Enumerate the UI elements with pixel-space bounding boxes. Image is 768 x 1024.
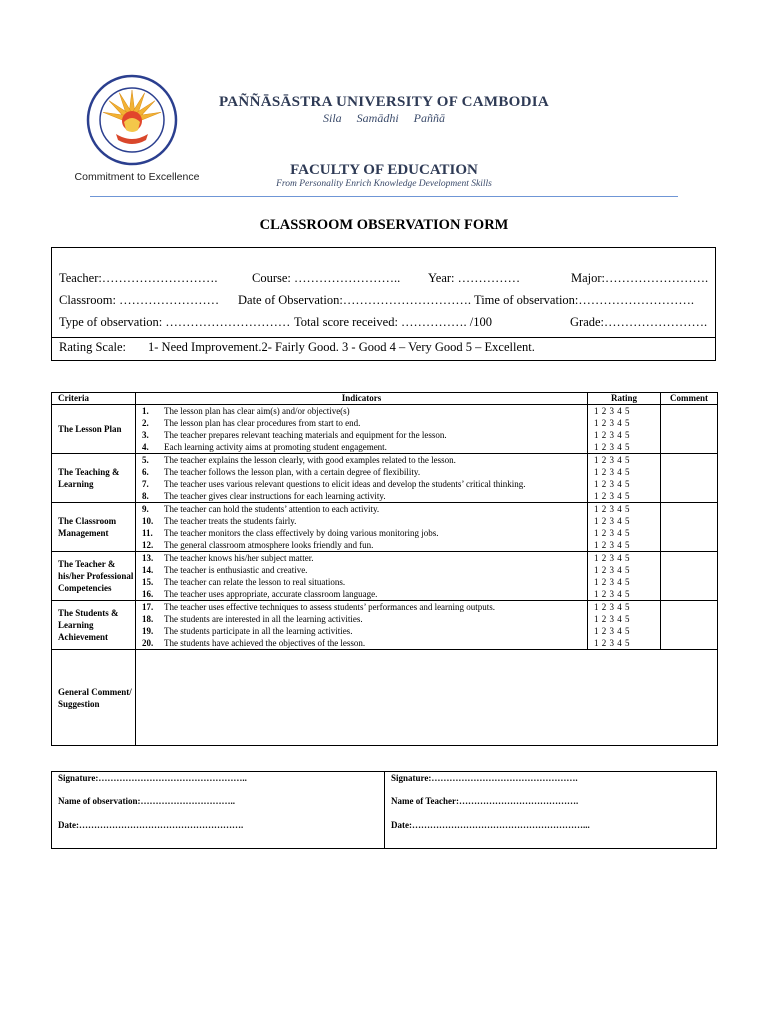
rating-scale bbox=[59, 340, 535, 355]
indicators-cell bbox=[136, 601, 588, 650]
indicator-number: 14. bbox=[142, 565, 154, 575]
observer-name-field[interactable]: Name of observation:………………………….. bbox=[58, 796, 235, 806]
indicator-item bbox=[136, 454, 587, 466]
rating-options[interactable]: 1 2 3 4 5 bbox=[594, 589, 630, 599]
indicator-text: The teacher uses appropriate, accurate classroom language. bbox=[164, 589, 378, 599]
indicators-cell bbox=[136, 503, 588, 552]
criteria-label: The Classroom Management bbox=[52, 503, 136, 552]
indicator-item bbox=[136, 515, 587, 527]
rating-options[interactable]: 1 2 3 4 5 bbox=[594, 638, 630, 648]
indicator-text: The teacher can hold the students’ attention to each activity. bbox=[164, 504, 380, 514]
indicator-item bbox=[136, 429, 587, 441]
comment-cell[interactable] bbox=[661, 454, 718, 503]
comment-cell[interactable] bbox=[661, 503, 718, 552]
header-divider bbox=[90, 196, 678, 197]
indicator-text: The teacher can relate the lesson to real situations. bbox=[164, 577, 346, 587]
indicator-number: 15. bbox=[142, 577, 154, 587]
rating-options[interactable]: 1 2 3 4 5 bbox=[594, 455, 630, 465]
faculty-name: FACULTY OF EDUCATION bbox=[290, 162, 478, 178]
indicator-text: The teacher explains the lesson clearly, with good examples related to the lesson. bbox=[164, 455, 456, 465]
general-comment-label: General Comment/ Suggestion bbox=[52, 650, 136, 746]
indicator-item bbox=[136, 405, 587, 417]
indicator-item bbox=[136, 466, 587, 478]
total-score-field[interactable]: Total score received: ……………. /100 bbox=[294, 315, 493, 329]
indicator-text: Each learning activity aims at promoting student engagement. bbox=[164, 442, 387, 452]
rating-options[interactable]: 1 2 3 4 5 bbox=[594, 418, 630, 428]
indicator-text: The teacher uses various relevant questions to elicit ideas and develop the students’ critical thinking. bbox=[164, 479, 526, 489]
rating-options[interactable]: 1 2 3 4 5 bbox=[594, 479, 630, 489]
indicator-item bbox=[136, 478, 587, 490]
indicator-number: 2. bbox=[142, 418, 149, 428]
teacher-signature-field[interactable]: Signature:…………………………………………. bbox=[391, 773, 578, 783]
criteria-label: The Lesson Plan bbox=[52, 405, 136, 454]
rating-header: Rating bbox=[588, 393, 661, 405]
rating-options[interactable]: 1 2 3 4 5 bbox=[594, 491, 630, 501]
indicator-text: The students participate in all the learning activities. bbox=[164, 626, 353, 636]
rating-options[interactable]: 1 2 3 4 5 bbox=[594, 565, 630, 575]
criteria-label: The Teacher & his/her Professional Competencies bbox=[52, 552, 136, 601]
indicator-text: The students are interested in all the learning activities. bbox=[164, 614, 363, 624]
rating-cell bbox=[588, 503, 661, 552]
comment-cell[interactable] bbox=[661, 552, 718, 601]
indicator-number: 16. bbox=[142, 589, 154, 599]
criteria-group-row bbox=[52, 552, 718, 601]
rating-scale-divider bbox=[52, 337, 715, 338]
indicator-text: The teacher gives clear instructions for each learning activity. bbox=[164, 491, 386, 501]
rating-options[interactable]: 1 2 3 4 5 bbox=[594, 577, 630, 587]
indicator-number: 9. bbox=[142, 504, 149, 514]
form-title: CLASSROOM OBSERVATION FORM bbox=[259, 217, 509, 233]
date-of-observation-field[interactable]: Date of Observation:…………………………. bbox=[238, 293, 471, 307]
indicator-number: 1. bbox=[142, 406, 149, 416]
indicators-cell bbox=[136, 552, 588, 601]
comment-header: Comment bbox=[661, 393, 718, 405]
general-comment-row bbox=[52, 650, 718, 746]
observation-info-box bbox=[51, 247, 716, 361]
indicator-number: 13. bbox=[142, 553, 154, 563]
indicator-number: 18. bbox=[142, 614, 154, 624]
rating-cell bbox=[588, 601, 661, 650]
indicator-item bbox=[136, 441, 587, 453]
teacher-field[interactable]: Teacher:………………………. bbox=[59, 271, 218, 285]
rating-scale-label: Rating Scale: bbox=[59, 340, 126, 354]
rating-cell bbox=[588, 454, 661, 503]
year-field[interactable]: Year: …………… bbox=[428, 271, 521, 285]
rating-options[interactable]: 1 2 3 4 5 bbox=[594, 614, 630, 624]
indicator-text: The teacher monitors the class effectively by doing various monitoring jobs. bbox=[164, 528, 439, 538]
rating-options[interactable]: 1 2 3 4 5 bbox=[594, 602, 630, 612]
indicator-number: 17. bbox=[142, 602, 154, 612]
indicator-number: 20. bbox=[142, 638, 154, 648]
indicator-number: 4. bbox=[142, 442, 149, 452]
indicator-item bbox=[136, 417, 587, 429]
indicator-number: 6. bbox=[142, 467, 149, 477]
criteria-group-row bbox=[52, 454, 718, 503]
indicator-item bbox=[136, 637, 587, 649]
rating-options[interactable]: 1 2 3 4 5 bbox=[594, 516, 630, 526]
indicator-item bbox=[136, 490, 587, 502]
signature-box bbox=[51, 771, 717, 849]
observer-date-field[interactable]: Date:………………………………………………. bbox=[58, 820, 244, 830]
criteria-group-row bbox=[52, 601, 718, 650]
comment-cell[interactable] bbox=[661, 601, 718, 650]
indicator-item bbox=[136, 527, 587, 539]
criteria-header: Criteria bbox=[52, 393, 136, 405]
indicator-item bbox=[136, 613, 587, 625]
rating-options[interactable]: 1 2 3 4 5 bbox=[594, 540, 630, 550]
rating-scale-text: 1- Need Improvement.2- Fairly Good. 3 - Good 4 – Very Good 5 – Excellent. bbox=[148, 340, 535, 354]
rating-cell bbox=[588, 552, 661, 601]
indicator-text: The general classroom atmosphere looks friendly and fun. bbox=[164, 540, 374, 550]
rating-options[interactable]: 1 2 3 4 5 bbox=[594, 467, 630, 477]
indicator-text: The teacher follows the lesson plan, with a certain degree of flexibility. bbox=[164, 467, 421, 477]
indicator-number: 5. bbox=[142, 455, 149, 465]
indicator-number: 3. bbox=[142, 430, 149, 440]
indicator-item bbox=[136, 601, 587, 613]
rating-options[interactable]: 1 2 3 4 5 bbox=[594, 430, 630, 440]
university-seal-logo bbox=[86, 74, 178, 166]
course-field[interactable]: Course: …………………….. bbox=[252, 271, 401, 285]
indicator-item bbox=[136, 503, 587, 515]
indicator-text: The teacher is enthusiastic and creative. bbox=[164, 565, 308, 575]
observation-table bbox=[51, 392, 718, 746]
time-of-observation-field[interactable]: Time of observation:………………………. bbox=[474, 293, 695, 307]
university-name: PAÑÑĀSĀSTRA UNIVERSITY OF CAMBODIA bbox=[218, 94, 550, 110]
indicator-number: 7. bbox=[142, 479, 149, 489]
faculty-tagline: From Personality Enrich Knowledge Development Skills bbox=[276, 179, 492, 189]
classroom-field[interactable]: Classroom: …………………… bbox=[59, 293, 220, 307]
rating-cell bbox=[588, 405, 661, 454]
grade-field[interactable]: Grade:……………………. bbox=[570, 315, 708, 329]
indicator-item bbox=[136, 588, 587, 600]
logo-tagline: Commitment to Excellence bbox=[74, 171, 200, 183]
indicator-number: 8. bbox=[142, 491, 149, 501]
rating-options[interactable]: 1 2 3 4 5 bbox=[594, 406, 630, 416]
teacher-name-field[interactable]: Name of Teacher:…………………………………. bbox=[391, 796, 579, 806]
teacher-date-field[interactable]: Date:…………………………………………………... bbox=[391, 820, 590, 830]
criteria-group-row bbox=[52, 503, 718, 552]
university-motto: Sila Samādhi Paññā bbox=[323, 111, 445, 125]
criteria-group-row bbox=[52, 405, 718, 454]
indicator-text: The lesson plan has clear aim(s) and/or objective(s) bbox=[164, 406, 350, 416]
indicator-item bbox=[136, 539, 587, 551]
general-comment-field[interactable] bbox=[136, 650, 718, 746]
rating-options[interactable]: 1 2 3 4 5 bbox=[594, 553, 630, 563]
indicator-item bbox=[136, 564, 587, 576]
major-field[interactable]: Major:……………………. bbox=[571, 271, 709, 285]
indicator-text: The teacher uses effective techniques to assess students’ performances and learning outputs. bbox=[164, 602, 496, 612]
indicators-cell bbox=[136, 454, 588, 503]
observer-signature-field[interactable]: Signature:………………………………………….. bbox=[58, 773, 247, 783]
indicator-text: The teacher knows his/her subject matter. bbox=[164, 553, 314, 563]
indicators-cell bbox=[136, 405, 588, 454]
indicator-item bbox=[136, 552, 587, 564]
criteria-label: The Teaching & Learning bbox=[52, 454, 136, 503]
indicator-item bbox=[136, 576, 587, 588]
indicator-text: The lesson plan has clear procedures from start to end. bbox=[164, 418, 361, 428]
indicator-text: The teacher prepares relevant teaching materials and equipment for the lesson. bbox=[164, 430, 447, 440]
criteria-label: The Students & Learning Achievement bbox=[52, 601, 136, 650]
rating-options[interactable]: 1 2 3 4 5 bbox=[594, 442, 630, 452]
indicator-item bbox=[136, 625, 587, 637]
rating-options[interactable]: 1 2 3 4 5 bbox=[594, 504, 630, 514]
indicator-number: 10. bbox=[142, 516, 154, 526]
indicator-text: The students have achieved the objectives of the lesson. bbox=[164, 638, 366, 648]
type-of-observation-field[interactable]: Type of observation: ………………………… bbox=[59, 315, 291, 329]
rating-options[interactable]: 1 2 3 4 5 bbox=[594, 528, 630, 538]
indicator-number: 19. bbox=[142, 626, 154, 636]
indicator-number: 12. bbox=[142, 540, 154, 550]
comment-cell[interactable] bbox=[661, 405, 718, 454]
rating-options[interactable]: 1 2 3 4 5 bbox=[594, 626, 630, 636]
indicator-number: 11. bbox=[142, 528, 153, 538]
signature-divider bbox=[384, 772, 385, 848]
indicators-header: Indicators bbox=[136, 393, 588, 405]
indicator-text: The teacher treats the students fairly. bbox=[164, 516, 297, 526]
